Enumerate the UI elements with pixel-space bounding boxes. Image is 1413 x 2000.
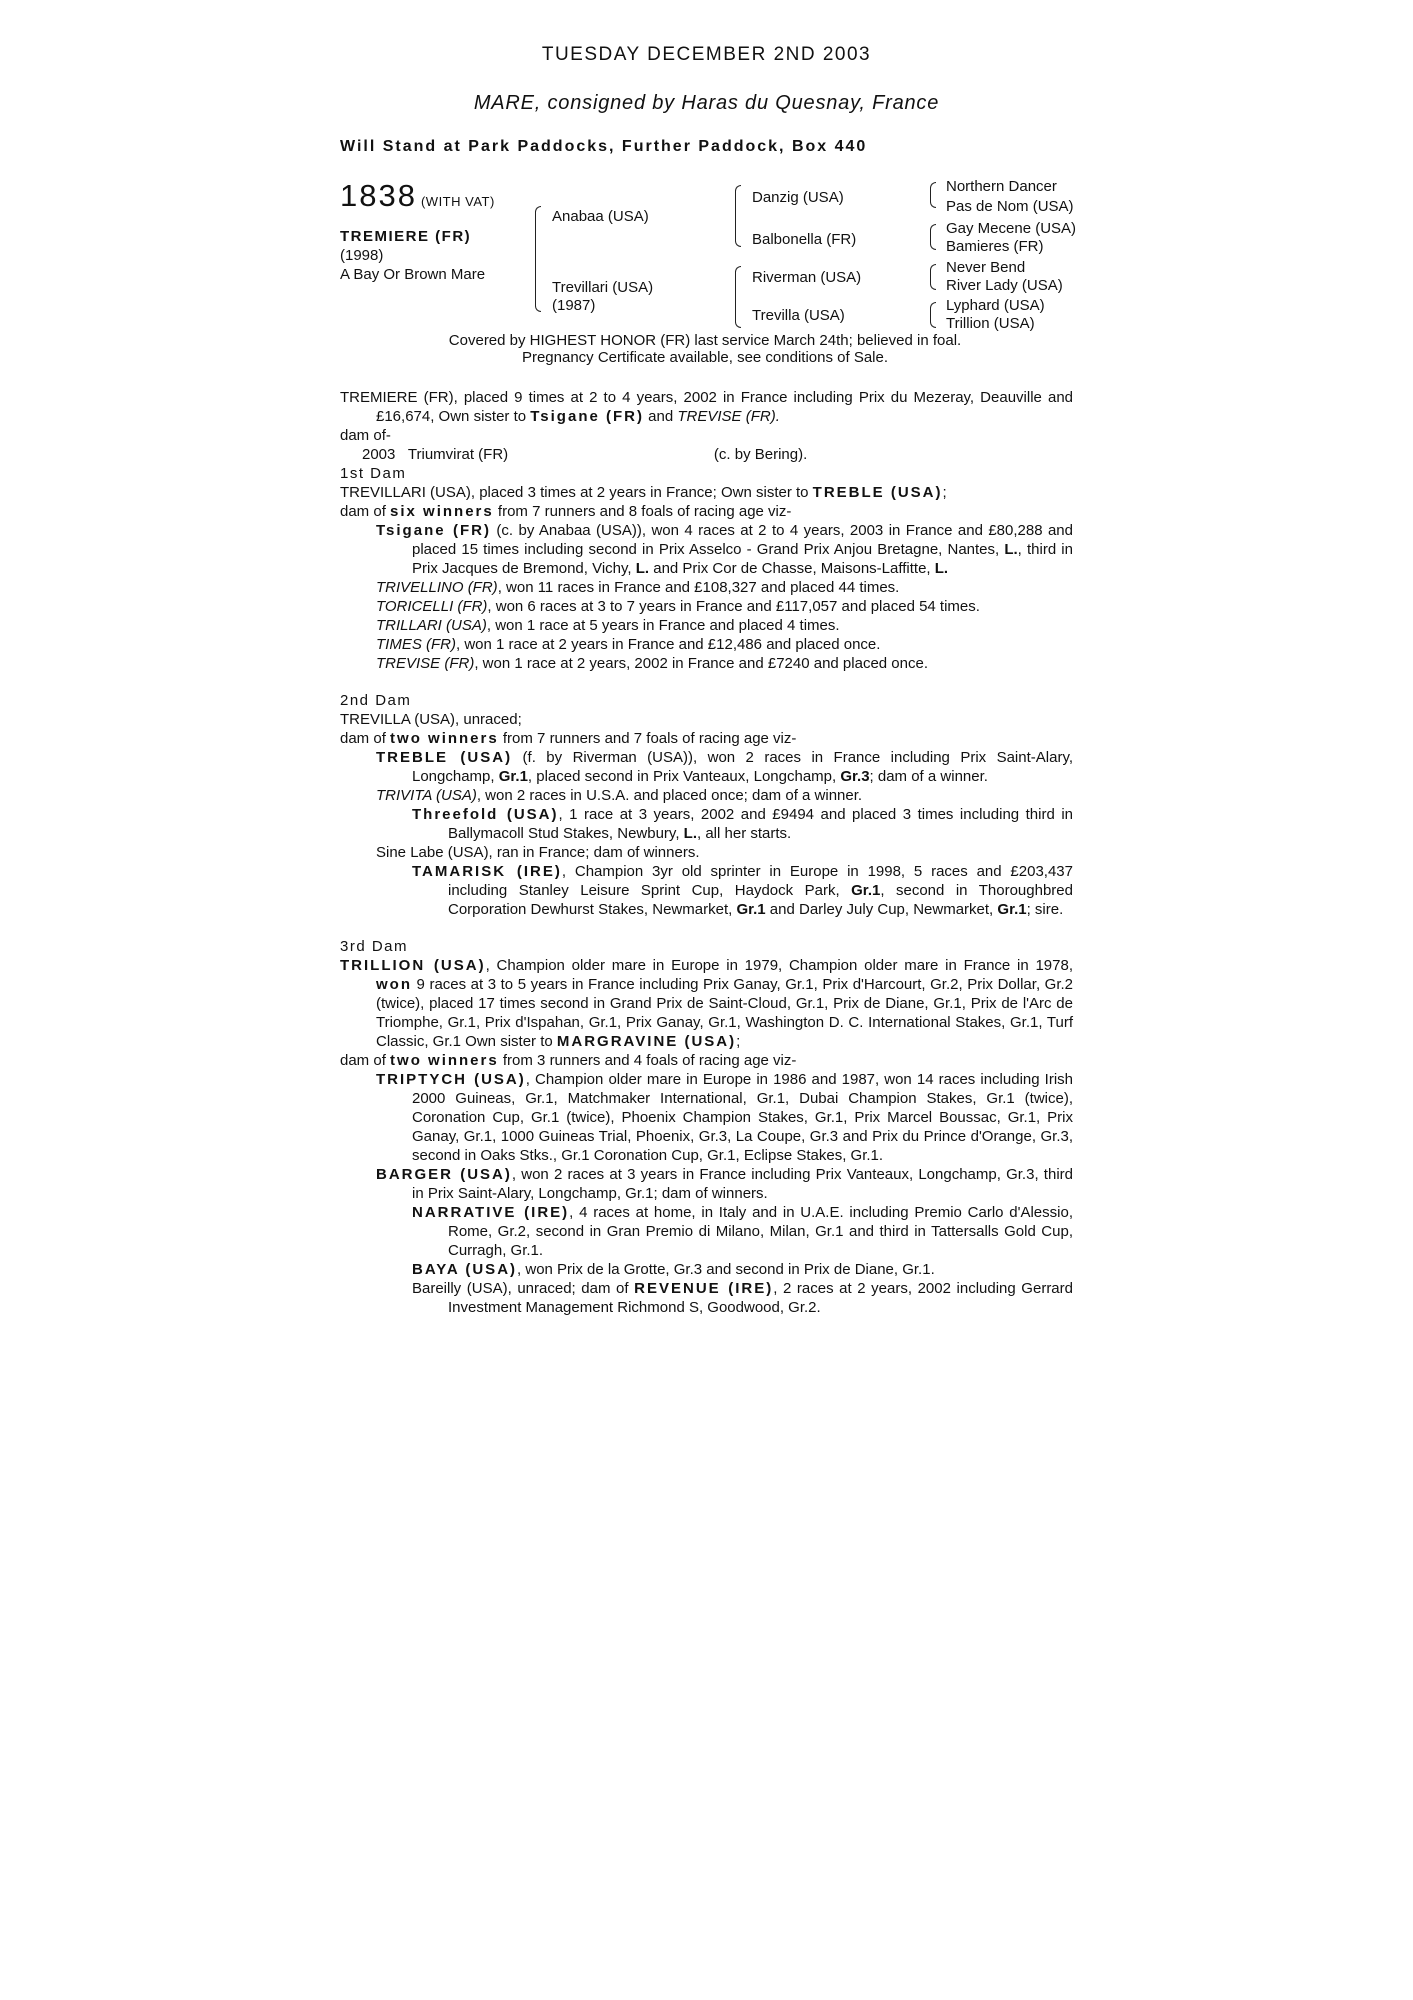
produce-entry-tsigane: Tsigane (FR) (c. by Anabaa (USA)), won 4 races at 2 to 4 years, 2003 in France and £80,288 and placed 15 times including second in Prix Asselco - Grand Prix Anjou Bretagne, Nantes, L., third in Prix Jacques de Bremond, Vichy, L. and Prix Cor de Chasse, Maisons-Laffitte, L.: [376, 522, 1073, 577]
pedigree-g2: Pas de Nom (USA): [946, 198, 1074, 215]
pedigree-dam-dam: Trevilla (USA): [752, 307, 845, 324]
produce-entry-triptych: TRIPTYCH (USA), Champion older mare in Europe in 1986 and 1987, won 14 races including Irish 2000 Guineas, Gr.1, Matchmaker International, Gr.1, Dubai Champion Stakes, Gr.1 (twice), Coronation Cup, Gr.1 (twice), Phoenix Champion Stakes, Gr.1, Prix Marcel Boussac, Gr.1, Prix Ganay, Gr.1, 1000 Guineas Trial, Phoenix, Gr.3, La Coupe, Gr.3 and Prix du Prince d'Orange, Gr.3, second in Oaks Stks., Gr.1 Coronation Cup, Gr.1, Eclipse Stakes, Gr.1.: [376, 1071, 1074, 1164]
third-dam-produce-summary: dam of two winners from 3 runners and 4 foals of racing age viz-: [340, 1052, 797, 1069]
pedigree-g6: River Lady (USA): [946, 277, 1063, 294]
pedigree-g3: Gay Mecene (USA): [946, 220, 1077, 237]
produce-entry-barger: BARGER (USA), won 2 races at 3 years in France including Prix Vanteaux, Longchamp, Gr.3, third in Prix Saint-Alary, Longchamp, Gr.1; dam of winners.: [376, 1166, 1073, 1202]
pedigree-g1: Northern Dancer: [946, 178, 1057, 195]
produce-entry-trivellino: TRIVELLINO (FR), won 11 races in France and £108,327 and placed 44 times.: [376, 579, 900, 596]
produce-entry-trivita: TRIVITA (USA), won 2 races in U.S.A. and placed once; dam of a winner.: [376, 787, 863, 804]
first-dam-line: TREVILLARI (USA), placed 3 times at 2 years in France; Own sister to TREBLE (USA);: [340, 484, 947, 501]
lot-summary: TREMIERE (FR), placed 9 times at 2 to 4 years, 2002 in France including Prix du Mezeray, Deauville and £16,674, Own sister to Tsigane (FR) and TREVISE (FR).: [340, 389, 1073, 425]
stand-location: Will Stand at Park Paddocks, Further Paddock, Box 440: [340, 138, 868, 155]
horse-description: A Bay Or Brown Mare: [340, 266, 486, 283]
pedigree-sire-dam: Balbonella (FR): [752, 231, 857, 248]
pedigree-sire-sire: Danzig (USA): [752, 189, 844, 206]
catalogue-body: [340, 388, 1073, 1317]
produce-entry-tamarisk: TAMARISK (IRE), Champion 3yr old sprinter in Europe in 1998, 5 races and £203,437 including Stanley Leisure Sprint Cup, Haydock Park, Gr.1, second in Thoroughbred Corporation Dewhurst Stakes, Newmarket, Gr.1 and Darley July Cup, Newmarket, Gr.1; sire.: [412, 863, 1073, 918]
horse-year: (1998): [340, 247, 384, 264]
produce-entry-toricelli: TORICELLI (FR), won 6 races at 3 to 7 years in France and £117,057 and placed 54 times.: [376, 598, 980, 615]
pedigree-dam-sire: Riverman (USA): [752, 269, 862, 286]
pedigree-g4: Bamieres (FR): [946, 238, 1044, 255]
pedigree-sire: Anabaa (USA): [552, 208, 649, 225]
pedigree-brace-g3: [930, 264, 936, 290]
second-dam-heading: 2nd Dam: [340, 692, 412, 709]
produce-entry-treble: TREBLE (USA) (f. by Riverman (USA)), won 2 races in France including Prix Saint-Alary, Longchamp, Gr.1, placed second in Prix Vanteaux, Longchamp, Gr.3; dam of a winner.: [376, 749, 1073, 785]
consignor-line: MARE, consigned by Haras du Quesnay, France: [473, 92, 940, 114]
covered-line-2: Pregnancy Certificate available, see conditions of Sale.: [521, 349, 889, 366]
pedigree-brace-g4: [930, 302, 936, 328]
dam-of-label: dam of-: [340, 427, 391, 444]
pedigree-brace-main: [535, 206, 541, 312]
pedigree-g7: Lyphard (USA): [946, 297, 1045, 314]
lot-number-block: [340, 178, 495, 214]
third-dam-line: TRILLION (USA), Champion older mare in Europe in 1979, Champion older mare in France in 1978, won 9 races at 3 to 5 years in France including Prix Ganay, Gr.1, Prix d'Harcourt, Gr.2, Prix Dollar, Gr.2 (twice), placed 17 times second in Grand Prix de Saint-Cloud, Gr.1, Prix de Diane, Gr.1, Prix de l'Arc de Triomphe, Gr.1, Prix d'Ispahan, Gr.1, Prix Ganay, Gr.1, Washington D. C. International Stakes, Gr.1, Turf Classic, Gr.1 Own sister to MARGRAVINE (USA);: [340, 957, 1074, 1050]
pedigree-brace-dam: [735, 266, 741, 328]
produce-entry-sine-labe: Sine Labe (USA), ran in France; dam of winners.: [376, 844, 700, 861]
pedigree-dam: Trevillari (USA): [552, 279, 654, 296]
first-dam-produce-summary: dam of six winners from 7 runners and 8 foals of racing age viz-: [340, 503, 792, 520]
produce-entry-trevise: TREVISE (FR), won 1 race at 2 years, 2002 in France and £7240 and placed once.: [376, 655, 928, 672]
produce-row: 2003 Triumvirat (FR) (c. by Bering).: [362, 446, 808, 463]
second-dam-line: TREVILLA (USA), unraced;: [340, 711, 522, 728]
pedigree-brace-sire: [735, 185, 741, 247]
spacer: [340, 673, 1073, 691]
third-dam-heading: 3rd Dam: [340, 938, 409, 955]
vat-note: (WITH VAT): [420, 194, 495, 209]
produce-entry-narrative: NARRATIVE (IRE), 4 races at home, in Italy and in U.A.E. including Premio Carlo d'Alessio, Rome, Gr.2, second in Gran Premio di Milano, Milan, Gr.1 and third in Tattersalls Gold Cup, Curragh, Gr.1.: [412, 1204, 1073, 1259]
produce-entry-baya: BAYA (USA), won Prix de la Grotte, Gr.3 and second in Prix de Diane, Gr.1.: [412, 1261, 935, 1278]
produce-entry-times: TIMES (FR), won 1 race at 2 years in France and £12,486 and placed once.: [376, 636, 881, 653]
covered-line-1: Covered by HIGHEST HONOR (FR) last service March 24th; believed in foal.: [448, 332, 962, 349]
pedigree-g5: Never Bend: [946, 259, 1026, 276]
pedigree-dam-year: (1987): [552, 297, 596, 314]
lot-number: 1838: [340, 178, 417, 213]
produce-entry-trillari: TRILLARI (USA), won 1 race at 5 years in France and placed 4 times.: [376, 617, 840, 634]
first-dam-heading: 1st Dam: [340, 465, 407, 482]
pedigree-brace-g1: [930, 182, 936, 208]
pedigree-brace-g2: [930, 224, 936, 250]
produce-entry-bareilly: Bareilly (USA), unraced; dam of REVENUE (IRE), 2 races at 2 years, 2002 including Gerrard Investment Management Richmond S, Goodwood, Gr.2.: [412, 1280, 1073, 1316]
second-dam-produce-summary: dam of two winners from 7 runners and 7 foals of racing age viz-: [340, 730, 797, 747]
pedigree-g8: Trillion (USA): [946, 315, 1035, 332]
covered-note: [340, 332, 1070, 366]
horse-name: TREMIERE (FR): [340, 228, 472, 245]
spacer: [340, 919, 1073, 937]
produce-entry-threefold: Threefold (USA), 1 race at 3 years, 2002 and £9494 and placed 3 times including third in Ballymacoll Stud Stakes, Newbury, L., all her starts.: [412, 806, 1073, 842]
sale-date: TUESDAY DECEMBER 2ND 2003: [541, 44, 872, 65]
